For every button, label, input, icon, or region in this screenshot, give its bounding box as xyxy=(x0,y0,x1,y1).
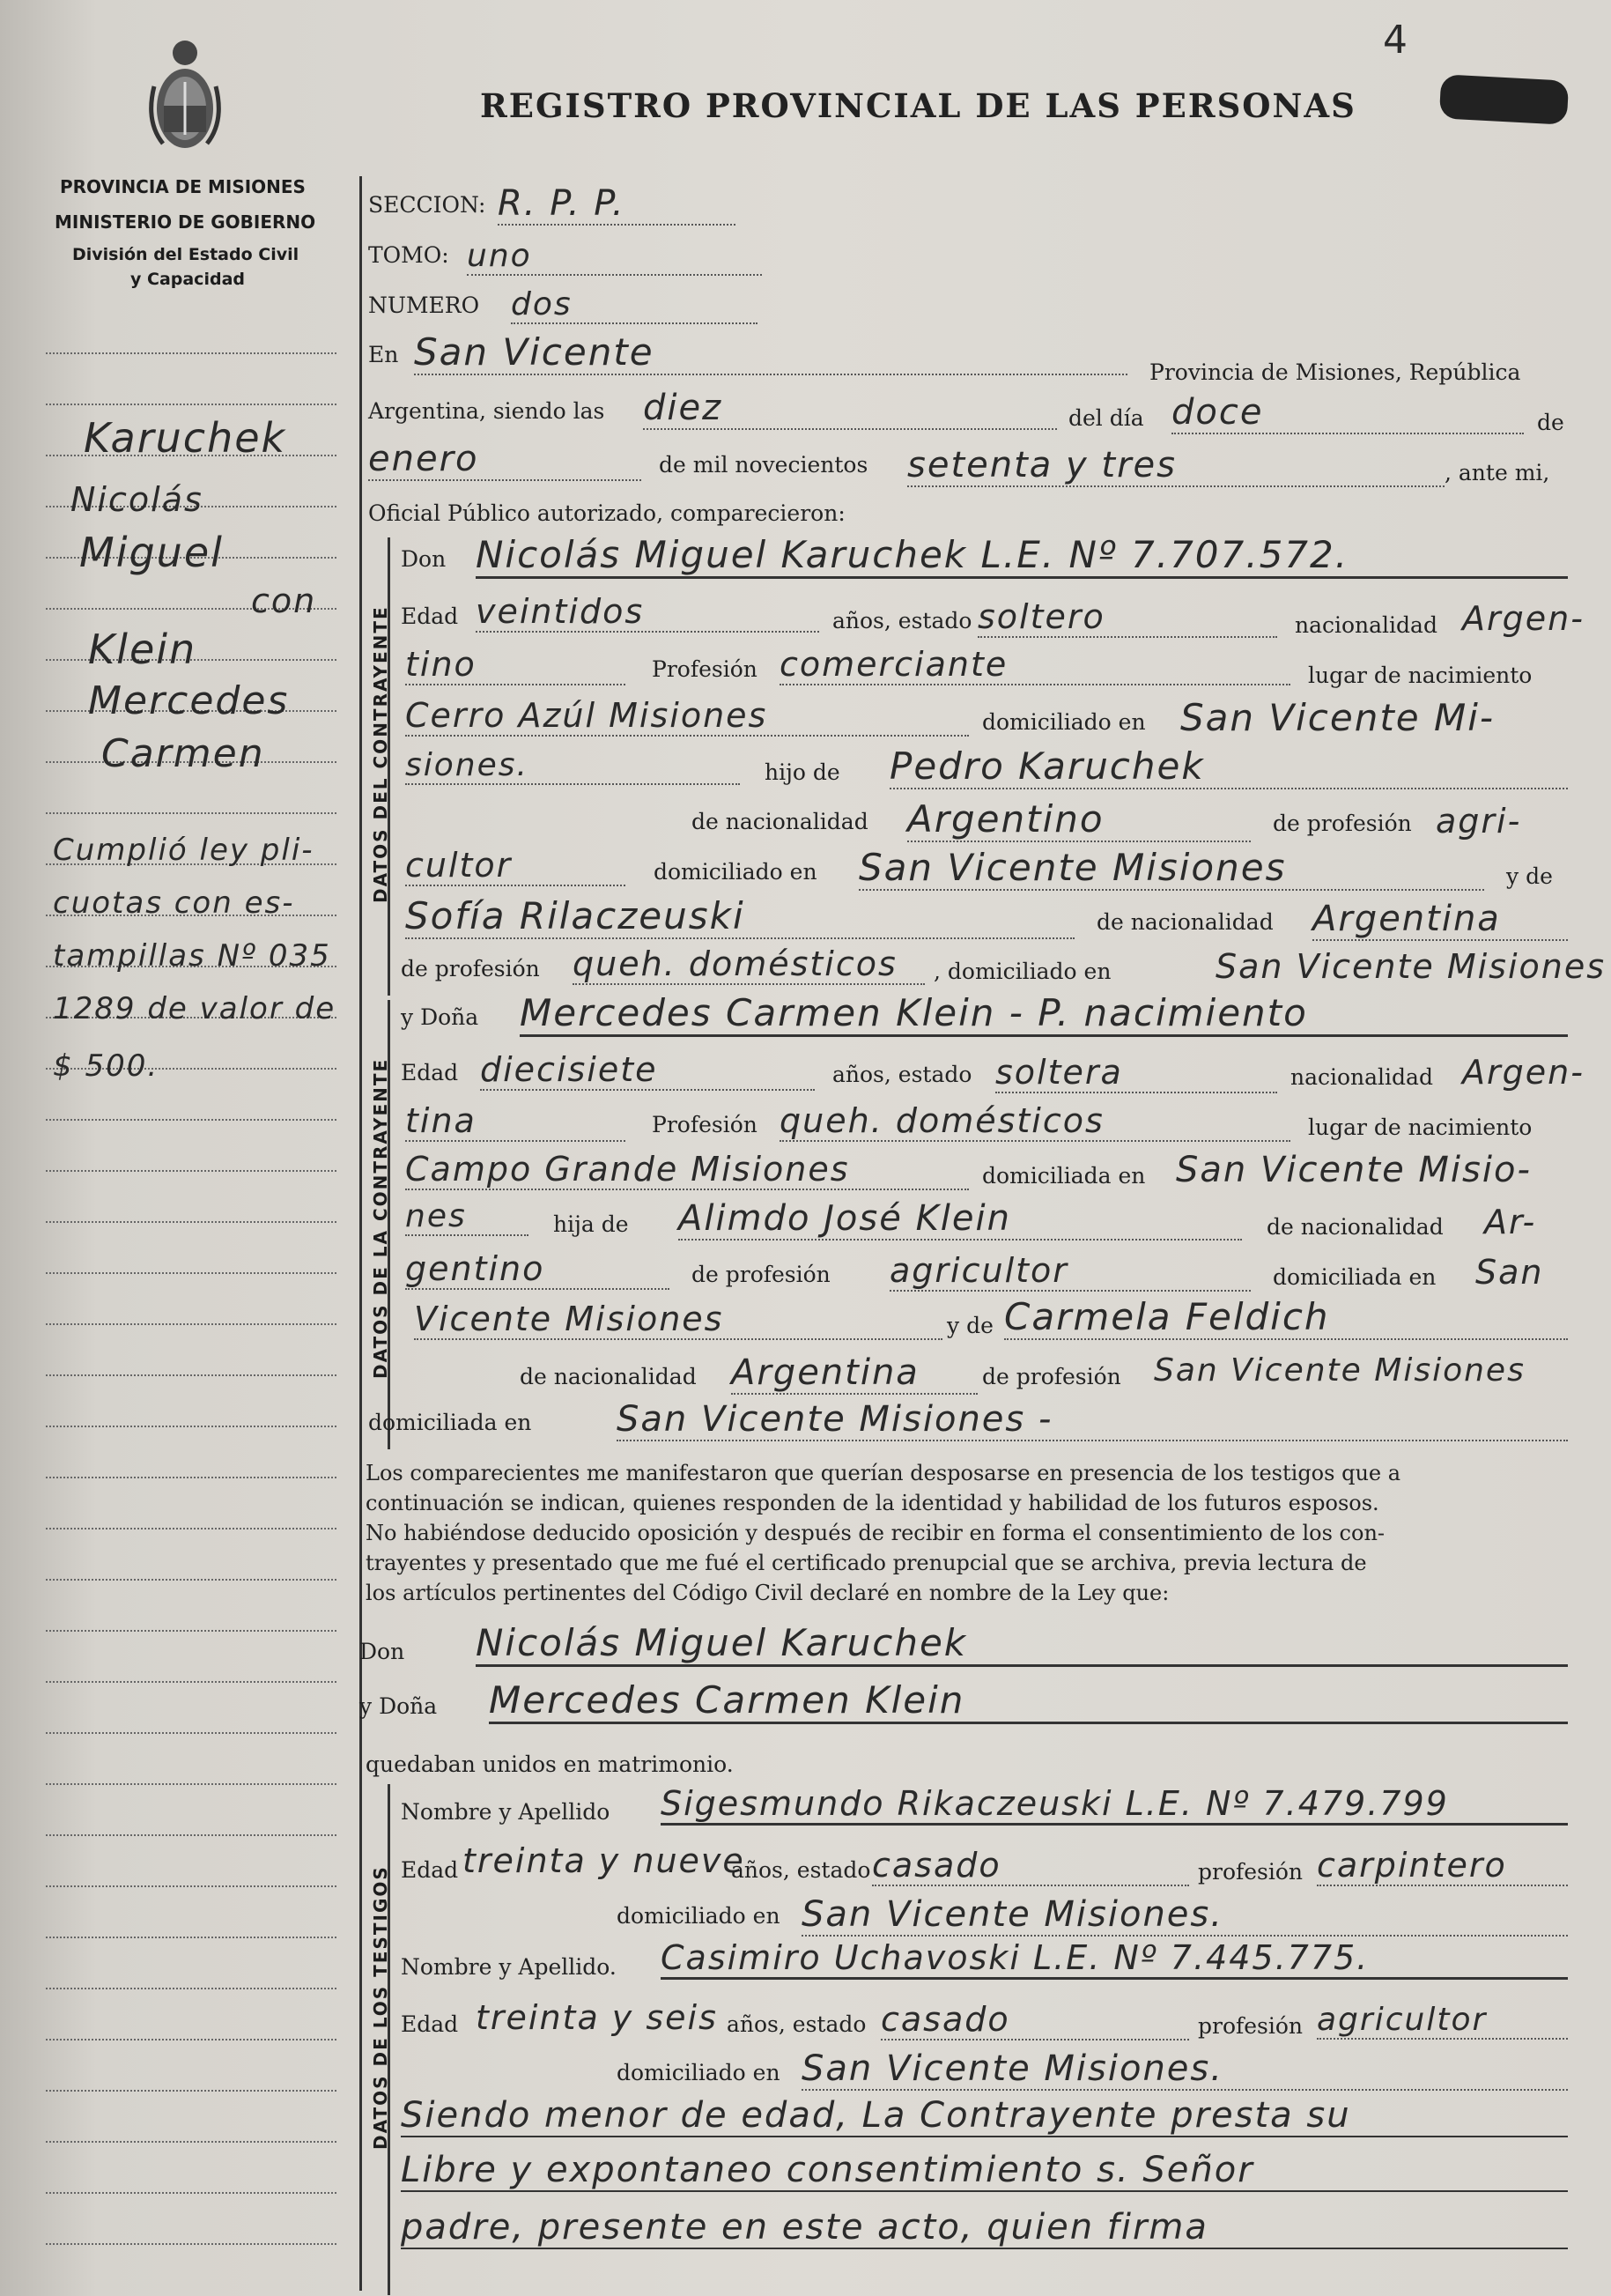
ante-mi-label: , ante mi, xyxy=(1445,460,1550,485)
nacionalidad-label-2: nacionalidad xyxy=(1290,1064,1433,1090)
redaction-mark xyxy=(1439,74,1569,125)
de-label: de xyxy=(1537,410,1564,435)
margin-rule-line xyxy=(46,1528,336,1529)
seccion-label: SECCION: xyxy=(368,192,486,218)
madre-prof-value-2: San Vicente Misiones xyxy=(1154,1352,1526,1389)
division-label-2: y Capacidad xyxy=(130,270,245,289)
don-label: Don xyxy=(401,546,447,572)
page-number: 4 xyxy=(1383,18,1409,63)
madre-nac-label-2: de nacionalidad xyxy=(520,1364,697,1389)
madre-prof-label: de profesión xyxy=(401,956,540,981)
decl-dona-label: y Doña xyxy=(359,1693,438,1719)
padre-prof-value-2: agricultor xyxy=(890,1251,1251,1292)
margin-rule-line xyxy=(46,2192,336,2194)
y-de-label: y de xyxy=(1506,863,1553,889)
contrayenta-side-label: DATOS DE LA CONTRAYENTE xyxy=(370,1057,391,1379)
margin-rule-line xyxy=(46,2243,336,2245)
tomo-label: TOMO: xyxy=(368,242,449,268)
t1-nombre-value: Sigesmundo Rikaczeuski L.E. Nº 7.479.799 xyxy=(661,1784,1568,1826)
provincia-text: Provincia de Misiones, República xyxy=(1149,359,1521,385)
lugar-label: lugar de nacimiento xyxy=(1308,663,1533,688)
anio-value: setenta y tres xyxy=(907,445,1445,487)
margin-rule-line xyxy=(46,1681,336,1683)
estado-value: soltero xyxy=(978,597,1277,638)
t1-edad-value: treinta y nueve xyxy=(462,1841,745,1880)
domicilio-value-1: San Vicente Mi- xyxy=(1180,696,1496,739)
t1-edad-label: Edad xyxy=(401,1857,459,1883)
division-label: División del Estado Civil xyxy=(72,245,299,264)
body-line-5: los artículos pertinentes del Código Civil declaré en nombre de la Ley que: xyxy=(366,1581,1170,1605)
profesion-label-2: Profesión xyxy=(652,1112,757,1137)
margin-rule-line xyxy=(46,1783,336,1785)
t1-nombre-label: Nombre y Apellido xyxy=(401,1799,610,1825)
madre-dom-label-2: domiciliada en xyxy=(368,1410,532,1435)
consent-note-3: padre, presente en este acto, quien firma xyxy=(401,2207,1568,2249)
margin-rule-line xyxy=(46,812,336,814)
margin-rule-line xyxy=(46,2141,336,2143)
stamp-note-4: 1289 de valor de xyxy=(53,991,336,1026)
margin-rule-line xyxy=(46,1885,336,1887)
margin-rule-line xyxy=(46,1374,336,1376)
y-de-label-2: y de xyxy=(947,1313,994,1338)
madre-nac-value-2: Argentina xyxy=(731,1352,978,1395)
lugar-value-2: Campo Grande Misiones xyxy=(405,1150,969,1190)
dona-label: y Doña xyxy=(401,1004,479,1030)
margin-rule-line xyxy=(46,1988,336,1989)
t1-profesion-label: profesión xyxy=(1198,1859,1304,1885)
margin-name-6: Mercedes xyxy=(88,678,290,723)
dona-value: Mercedes Carmen Klein - P. nacimiento xyxy=(520,991,1568,1037)
consent-note-1: Siendo menor de edad, La Contrayente presta su xyxy=(401,2095,1568,2137)
del-dia-label: del día xyxy=(1068,405,1144,431)
padre-dom-value-2a: San xyxy=(1475,1253,1544,1292)
edad-label-2: Edad xyxy=(401,1060,459,1085)
margin-rule-line xyxy=(46,1477,336,1478)
coat-of-arms-icon xyxy=(145,33,225,157)
body-line-1: Los comparecientes me manifestaron que querían desposarse en presencia de los testigos que a xyxy=(366,1461,1401,1485)
body-line-3: No habiéndose deducido oposición y después de recibir en forma el consentimiento de los con- xyxy=(366,1521,1386,1545)
padre-prof-value-2: cultor xyxy=(405,846,625,886)
margin-rule-line xyxy=(46,1937,336,1938)
decl-don-value: Nicolás Miguel Karuchek xyxy=(476,1621,1568,1667)
padre-dom-value-2b: Vicente Misiones xyxy=(414,1300,942,1340)
domicilio-value-2: siones. xyxy=(405,747,740,785)
margin-rule-line xyxy=(46,1170,336,1172)
margin-rule-line xyxy=(46,2039,336,2040)
province-label: PROVINCIA DE MISIONES xyxy=(60,176,306,197)
edad-value-2: diecisiete xyxy=(480,1050,815,1091)
t2-estado-value: casado xyxy=(881,2000,1189,2040)
mes-value: enero xyxy=(368,439,641,481)
estado-value-2: soltera xyxy=(995,1053,1277,1093)
nacionalidad-value-1: Argen- xyxy=(1462,599,1585,638)
padre-value: Pedro Karuchek xyxy=(890,744,1568,789)
mil-label: de mil novecientos xyxy=(659,452,868,478)
margin-rule-line xyxy=(46,352,336,354)
edad-label: Edad xyxy=(401,604,459,629)
don-value: Nicolás Miguel Karuchek L.E. Nº 7.707.572. xyxy=(476,533,1568,579)
stamp-note-5: $ 500. xyxy=(53,1048,159,1084)
padre-dom-label-2: domiciliada en xyxy=(1273,1264,1437,1290)
t1-anios-estado: años, estado xyxy=(731,1857,871,1883)
nacionalidad-value-2: tino xyxy=(405,645,625,685)
margin-rule-line xyxy=(46,1272,336,1274)
t1-dom-label: domiciliado en xyxy=(617,1903,780,1929)
stamp-note-3: tampillas Nº 035 xyxy=(53,938,331,974)
margin-name-1: Karuchek xyxy=(84,414,287,462)
stamp-note-2: cuotas con es- xyxy=(53,885,295,921)
margin-rule-line xyxy=(46,1630,336,1632)
dia-value: doce xyxy=(1171,392,1524,434)
quedaban-text: quedaban unidos en matrimonio. xyxy=(366,1752,734,1777)
margin-rule-line xyxy=(46,1834,336,1836)
body-line-4: trayentes y presentado que me fué el certificado prenupcial que se archiva, previa lectura de xyxy=(366,1551,1367,1575)
hora-value: diez xyxy=(643,388,1057,430)
tomo-value: uno xyxy=(467,238,762,276)
profesion-label: Profesión xyxy=(652,656,757,682)
madre-prof-label-2: de profesión xyxy=(982,1364,1121,1389)
madre-nac-value: Argentina xyxy=(1312,899,1568,941)
margin-rule-line xyxy=(46,1119,336,1121)
padre-nac-value-2b: gentino xyxy=(405,1249,669,1290)
anios-estado-2: años, estado xyxy=(832,1062,972,1087)
en-label: En xyxy=(368,342,399,367)
margin-rule-line xyxy=(46,1579,336,1581)
t2-prof-value: agricultor xyxy=(1317,2002,1568,2040)
ministry-label: MINISTERIO DE GOBIERNO xyxy=(55,211,316,233)
body-paragraph xyxy=(366,1458,1563,1608)
consent-note-2: Libre y expontaneo consentimiento s. Señor xyxy=(401,2150,1568,2192)
seccion-value: R. P. P. xyxy=(498,183,735,226)
anios-estado: años, estado xyxy=(832,608,972,633)
margin-name-5: Klein xyxy=(88,626,197,673)
madre-dom-label: , domiciliado en xyxy=(934,959,1112,984)
en-value: San Vicente xyxy=(414,330,1127,375)
t2-nombre-label: Nombre y Apellido. xyxy=(401,1954,617,1980)
margin-rule-line xyxy=(46,2090,336,2092)
main-divider xyxy=(359,176,362,2291)
padre-dom-label: domiciliado en xyxy=(654,859,817,885)
edad-value: veintidos xyxy=(476,592,819,633)
stamp-note-1: Cumplió ley pli- xyxy=(53,833,314,868)
padre-value-2: Alimdo José Klein xyxy=(678,1198,1242,1241)
lugar-value: Cerro Azúl Misiones xyxy=(405,696,969,737)
lugar-label-2: lugar de nacimiento xyxy=(1308,1115,1533,1140)
t2-profesion-label: profesión xyxy=(1198,2013,1304,2039)
madre-nac-label: de nacionalidad xyxy=(1097,909,1274,935)
margin-name-3: Miguel xyxy=(79,529,224,576)
nacionalidad-label: nacionalidad xyxy=(1295,612,1437,638)
madre-value: Sofía Rilaczeuski xyxy=(405,894,1075,939)
margin-name-2: Nicolás xyxy=(70,480,203,519)
hijo-label: hijo de xyxy=(765,759,840,785)
margin-rule-line xyxy=(46,1221,336,1223)
padre-nac-label-2: de nacionalidad xyxy=(1267,1214,1444,1240)
numero-label: NUMERO xyxy=(368,293,480,318)
t2-edad-label: Edad xyxy=(401,2011,459,2037)
margin-name-4: con xyxy=(251,581,317,620)
oficial-text: Oficial Público autorizado, comparecieron: xyxy=(368,500,846,526)
madre-dom-value: San Vicente Misiones xyxy=(1216,947,1607,986)
testigos-side-label: DATOS DE LOS TESTIGOS xyxy=(370,1865,391,2150)
hija-label: hija de xyxy=(553,1211,629,1237)
margin-rule-line xyxy=(46,1426,336,1427)
domicilio-value-2b: nes xyxy=(405,1198,528,1236)
registry-title: REGISTRO PROVINCIAL DE LAS PERSONAS xyxy=(480,86,1356,125)
nacionalidad-value-2b: tina xyxy=(405,1101,625,1142)
padre-prof-value-1: agri- xyxy=(1436,802,1522,841)
padre-prof-label-2: de profesión xyxy=(691,1262,831,1287)
padre-nac-value-2a: Ar- xyxy=(1484,1203,1537,1241)
profesion-value-2: queh. domésticos xyxy=(780,1101,1290,1142)
margin-rule-line xyxy=(46,1732,336,1734)
nacionalidad-value-2a: Argen- xyxy=(1462,1053,1585,1092)
domiciliado-label: domiciliado en xyxy=(982,709,1146,735)
domiciliada-label: domiciliada en xyxy=(982,1163,1146,1189)
t2-dom-label: domiciliado en xyxy=(617,2060,780,2085)
margin-name-7: Carmen xyxy=(101,731,265,776)
t2-edad-value: treinta y seis xyxy=(476,1998,718,2037)
padre-prof-label: de profesión xyxy=(1273,811,1412,836)
margin-rule-line xyxy=(46,404,336,405)
madre-value-2: Carmela Feldich xyxy=(1004,1295,1568,1340)
t1-dom-value: San Vicente Misiones. xyxy=(802,1894,1568,1937)
decl-dona-value: Mercedes Carmen Klein xyxy=(489,1678,1568,1724)
argentina-text: Argentina, siendo las xyxy=(368,398,605,424)
margin-rule-line xyxy=(46,1323,336,1325)
madre-dom-value-2: San Vicente Misiones - xyxy=(617,1399,1568,1441)
contrayente-side-label: DATOS DEL CONTRAYENTE xyxy=(370,605,391,903)
padre-nac-label: de nacionalidad xyxy=(691,809,868,834)
domicilio-value-2a: San Vicente Misio- xyxy=(1176,1150,1532,1190)
t2-anios-estado: años, estado xyxy=(727,2011,867,2037)
madre-prof-value: queh. domésticos xyxy=(573,944,925,985)
t1-prof-value: carpintero xyxy=(1317,1846,1568,1886)
profesion-value: comerciante xyxy=(780,645,1290,685)
t1-estado-value: casado xyxy=(872,1846,1189,1886)
t2-dom-value: San Vicente Misiones. xyxy=(802,2048,1568,2091)
t2-nombre-value: Casimiro Uchavoski L.E. Nº 7.445.775. xyxy=(661,1938,1568,1980)
numero-value: dos xyxy=(511,286,757,324)
padre-dom-value: San Vicente Misiones xyxy=(859,846,1484,891)
padre-nac-value: Argentino xyxy=(907,797,1251,842)
decl-don-label: Don xyxy=(359,1639,405,1664)
body-line-2: continuación se indican, quienes responden de la identidad y habilidad de los futuros esposos. xyxy=(366,1491,1379,1515)
